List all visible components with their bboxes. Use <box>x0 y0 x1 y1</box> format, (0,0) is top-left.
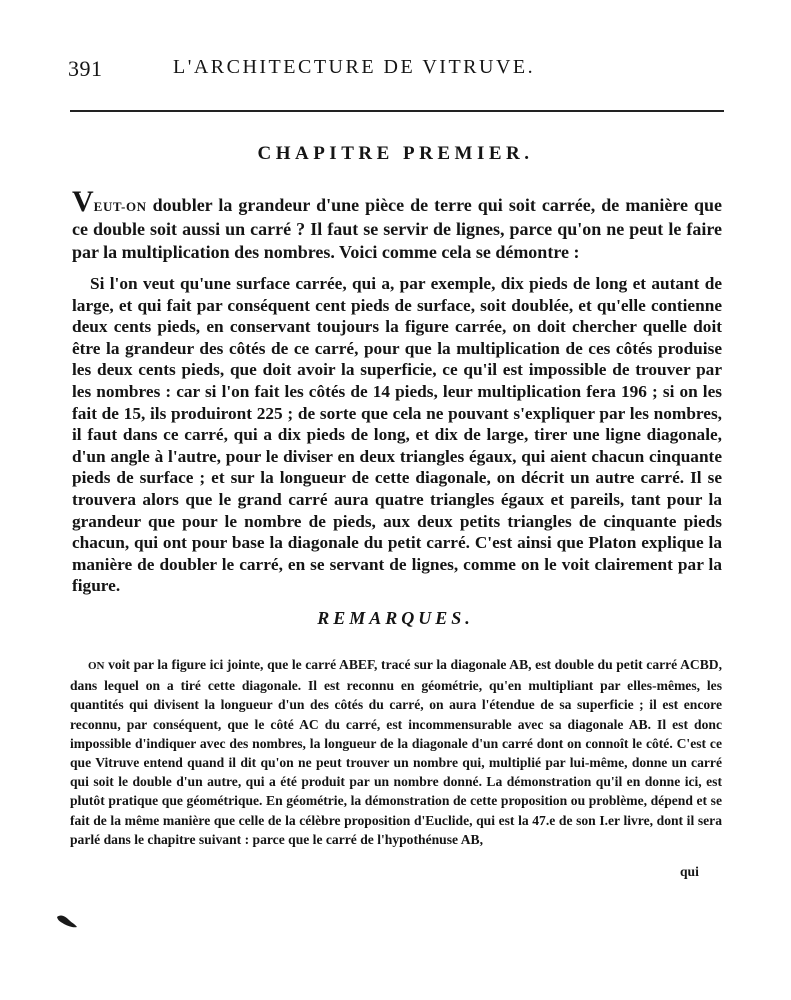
page-number: 391 <box>68 56 103 81</box>
remarks-smallcaps: ON <box>88 660 105 672</box>
catchword: qui <box>680 864 699 879</box>
opening-paragraph <box>72 185 722 264</box>
remarks-text: voit par la figure ici jointe, que le carré ABEF, tracé sur la diagonale AB, est double du petit carré ACBD, dans lequel on a tiré cette diagonale. Il est reconnu en géométrie, qu'en multipliant par elles-mêmes, les quantités qui divisent la longueur d'un des côtés du carré, on aura l'étendue de sa superficie ; il est encore reconnu, par conséquent, que le côté AC du carré, est incommensurable avec sa diagonale AB. Il est donc impossible d'indiquer avec des nombres, la longueur de la diagonale d'un carré dont on connoît le côté. C'est ce que Vitruve entend quand il dit qu'on ne peut trouver un nombre qui, multiplié par lui-même, donne un carré qui soit le double d'un autre, qui a été produit par un nombre donné. La démonstration qu'il en donne ici, est plutôt pratique que géométrique. En géométrie, la démonstration de cette proposition ou problème, dépend et se fait de la même manière que celle de la célèbre proposition d'Euclide, qui est la 47.e de son I.er livre, dont il sera parlé dans le chapitre suivant : parce que le carré de l'hypothénuse AB, <box>70 657 722 847</box>
main-paragraph: Si l'on veut qu'une surface carrée, qui a, par exemple, dix pieds de long et autant de large, et qui fait par conséquent cent pieds de surface, soit doublée, et qu'elle contienne deux cents pieds, en conservant toujours la figure carrée, on doit chercher quelle doit être la grandeur des côtés de ce carré, pour que la multiplication de ces côtés produise les deux cents pieds, que doit avoir la superficie, ce qu'il est impossible de trouver par les nombres : car si l'on fait les côtés de 14 pieds, leur multiplication fera 196 ; si on les fait de 15, ils produiront 225 ; de sorte que cela ne pouvant s'expliquer par les nombres, il faut dans ce carré, qui a dix pieds de long, et dix de large, tirer une ligne diagonale, d'un angle à l'autre, pour le diviser en deux triangles égaux, qui aient chacun cinquante pieds de surface ; et sur la longueur de cette diagonale, on décrit un autre carré. Il se trouvera alors que le grand carré aura quatre triangles égaux et pareils, tant pour la grandeur que pour le nombre de pieds, aux deux petits triangles de cinquante pieds chacun, qui ont pour base la diagonale du petit carré. C'est ainsi que Platon explique la manière de doubler le carré, en se servant de lignes, comme on le voit clairement par la figure. <box>72 274 722 596</box>
remarks-heading: REMARQUES. <box>317 608 474 628</box>
opening-text: doubler la grandeur d'une pièce de terre qui soit carrée, de manière que ce double soit aussi un carré ? Il faut se servir de lignes, parce qu'on ne peut le faire par la multiplication des nombres. Voici comme cela se démontre : <box>72 195 722 262</box>
header-rule <box>70 110 724 112</box>
running-title: L'ARCHITECTURE DE VITRUVE. <box>173 56 536 78</box>
chapter-title: CHAPITRE PREMIER. <box>257 143 534 164</box>
drop-cap: V <box>72 185 94 218</box>
opening-smallcaps: EUT-ON <box>93 199 147 214</box>
remarks-paragraph <box>70 655 722 849</box>
ink-blot-mark <box>56 913 78 929</box>
page-header <box>68 56 724 86</box>
